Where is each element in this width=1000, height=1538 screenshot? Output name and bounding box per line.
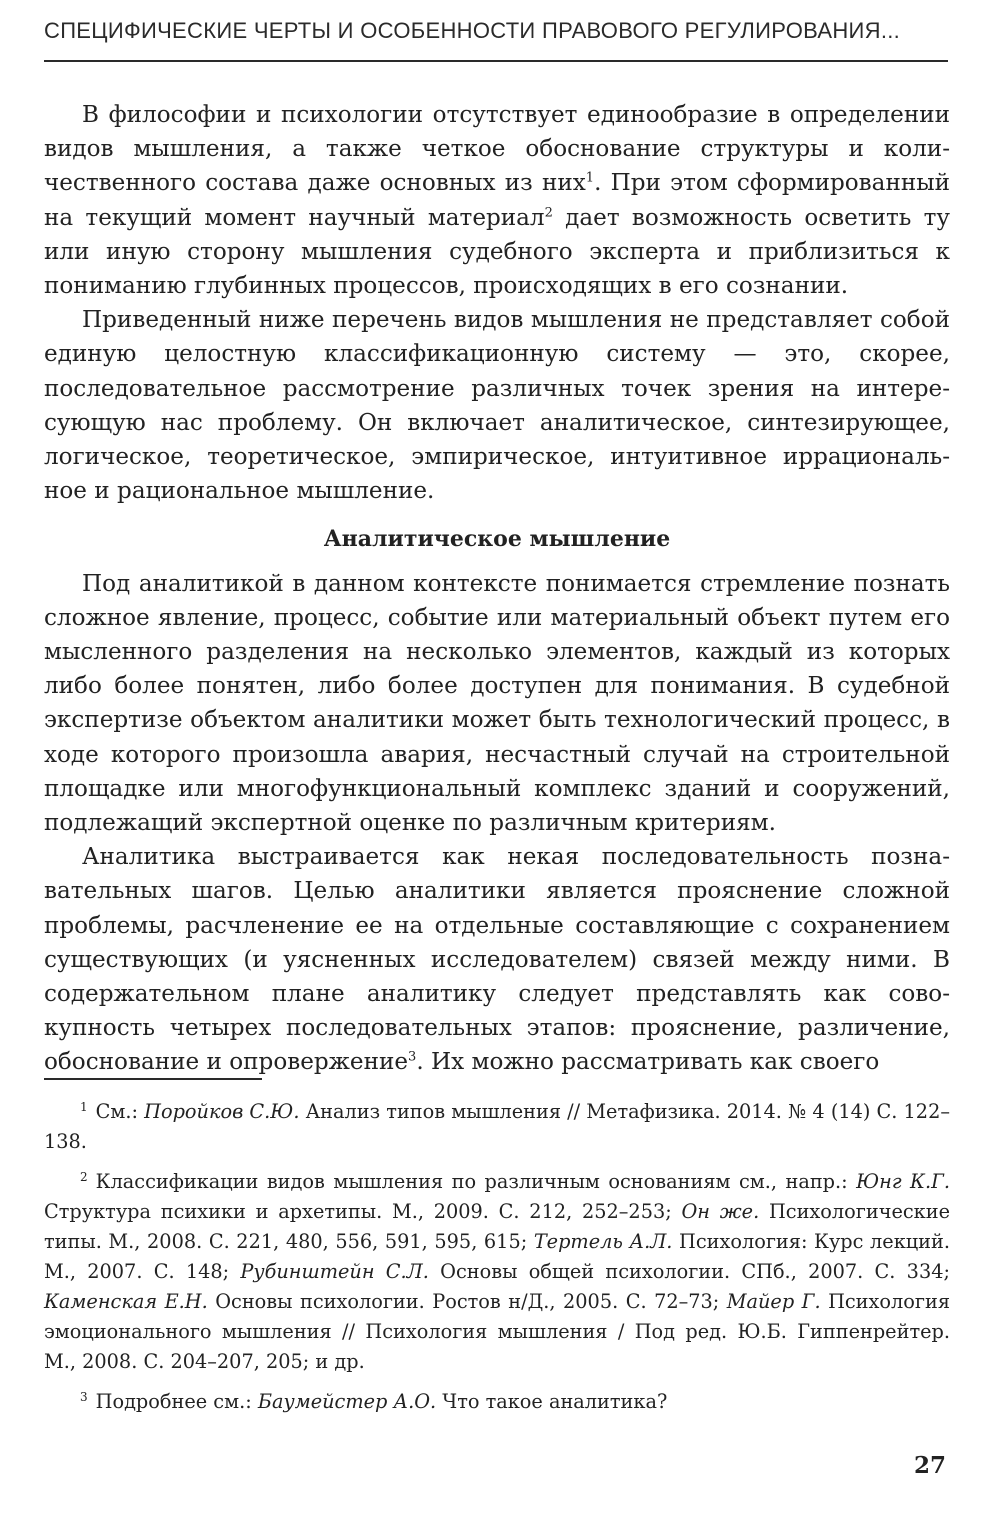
footnote-ref-2: 2 (544, 204, 553, 220)
main-text (44, 98, 950, 1080)
footnotes (44, 1097, 950, 1427)
footnote-ref-3: 3 (408, 1049, 417, 1065)
header-rule (44, 60, 948, 62)
paragraph-4: Аналитика выстраивается как некая последовательность познавательных шагов. Целью аналитики является прояснение сложной проблемы, расчленение ее на отдельные составляющие с сохранением существующих (и уясненных исследователем) связей между ними. В содержательном плане аналитику следует представлять как совокупность четырех последовательных этапов: прояснение, различение, обоснование и опровержение$^3$. Их можно рассматривать как своего (44, 844, 950, 1076)
paragraph-3: Под аналитикой в данном контексте понимается стремление познать сложное явление, процесс, событие или материальный объект путем его мысленного разделения на несколько элементов, каждый из которых либо более понятен, либо более доступен для понимания. В судебной экспертизе объектом аналитики может быть технологический процесс, в ходе которого произошла авария, несчастный случай на строительной площадке или многофункциональный комплекс зданий и сооружений, подлежащий экспертной оценке по различным критериям. (44, 570, 950, 837)
footnote-1: $^1$ См.: Поройков С.Ю. Анализ типов мышления // Метафизика. 2014. № 4 (14) С. 122–138. (44, 1099, 950, 1153)
paragraph-2: Приведенный ниже перечень видов мышления не представляет собой единую целостную классификационную систему — это, скорее, последовательное рассмотрение различных точек зрения на интересующую нас проблему. Он включает аналитическое, синтезирующее, логическое, теоретическое, эмпирическое, интуитивное иррациональное и рациональное мышление. (44, 307, 950, 505)
paragraph-1: В философии и психологии отсутствует единообразие в определении видов мышления, а также четкое обоснование структуры и количественного состава даже основных из них$^1$. При этом сформированный на текущий момент научный материал$^2$ дает возможность осветить ту или иную сторону мышления судебного эксперта и приблизиться к пониманию глубинных процессов, происходящих в его сознании. (44, 102, 950, 300)
footnote-ref-1: 1 (585, 170, 595, 186)
footnote-rule (44, 1078, 262, 1080)
page-number: 27 (913, 1452, 946, 1479)
footnote-number: 3 (80, 1389, 88, 1404)
footnote-number: 2 (80, 1169, 88, 1184)
footnote-2: $^2$ Классификации видов мышления по различным основаниям см., напр.: Юнг К.Г. Структура психики и архетипы. М., 2009. С. 212, 252–253; Он же. Психологические типы. М., 2008. С. 221, 480, 556, 591, 595, 615; Тертель А.Л. Психология: Курс лекций. М., 2007. С. 148; Рубинштейн С.Л. Основы общей психологии. СПб., 2007. С. 334; Каменская Е.Н. Основы психологии. Ростов н/Д., 2005. С. 72–73; Майер Г. Психология эмоционального мышления // Психология мышления / Под ред. Ю.Б. Гиппенрейтер. М., 2008. С. 204–207, 205; и др. (44, 1169, 950, 1373)
section-heading: Аналитическое мышление (323, 526, 671, 553)
footnote-number: 1 (80, 1099, 88, 1114)
footnote-3: $^3$ Подробнее см.: Баумейстер А.О. Что такое аналитика? (80, 1389, 668, 1413)
running-title: СПЕЦИФИЧЕСКИЕ ЧЕРТЫ И ОСОБЕННОСТИ ПРАВОВОГО РЕГУЛИРОВАНИЯ... (44, 18, 901, 43)
